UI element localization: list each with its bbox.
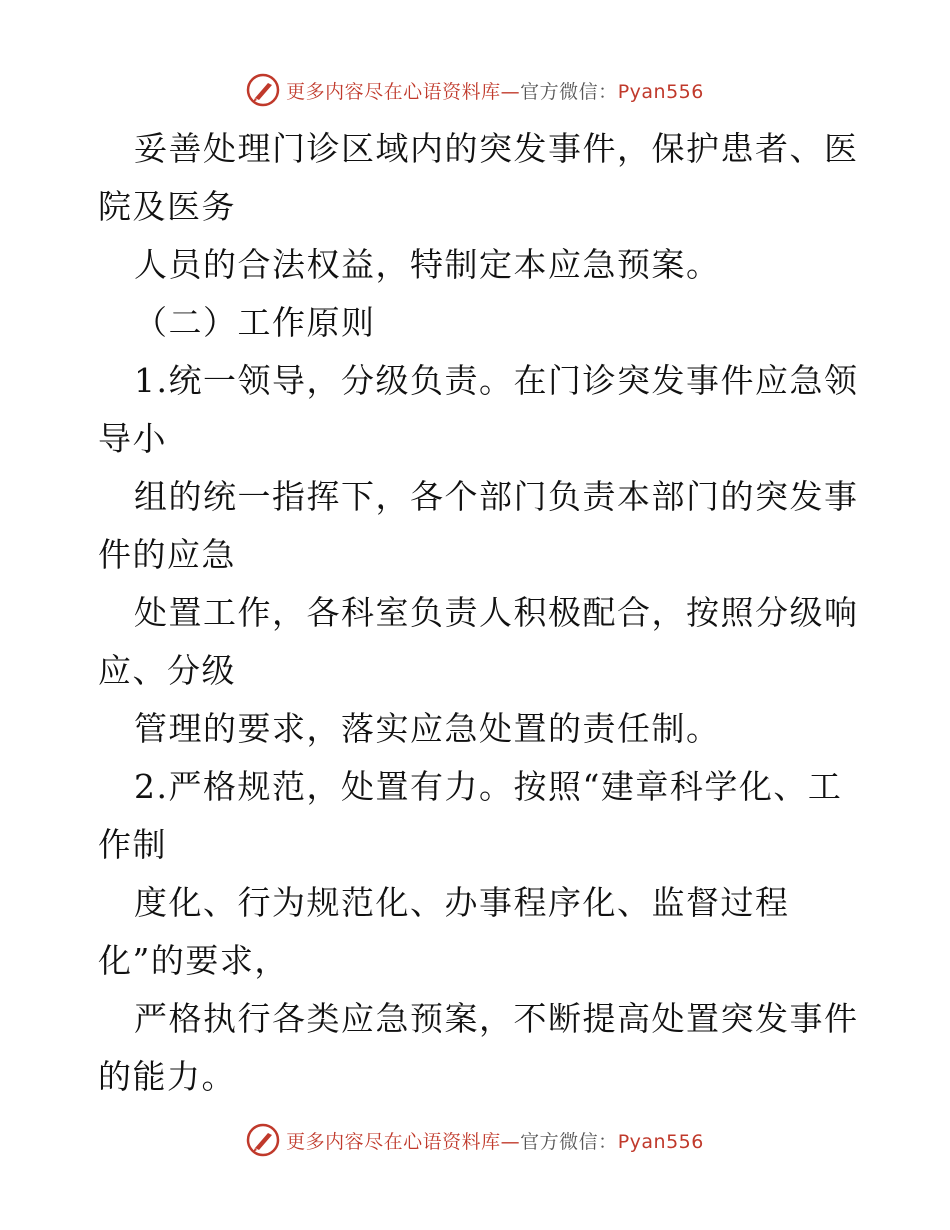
text-line: 导小 bbox=[98, 419, 167, 458]
document-body bbox=[98, 120, 858, 1106]
footer-banner bbox=[0, 1120, 950, 1160]
text-line: 作制 bbox=[98, 825, 167, 864]
text-line: 的能力。 bbox=[98, 1057, 236, 1096]
text-line: 妥善处理门诊区域内的突发事件，保护患者、医 bbox=[134, 129, 859, 168]
banner-wechat-id: Pyan556 bbox=[617, 80, 704, 103]
text-line: 处置工作，各科室负责人积极配合，按照分级响 bbox=[134, 593, 859, 632]
banner-wechat-id: Pyan556 bbox=[617, 1130, 704, 1153]
text-line: 1.统一领导，分级负责。在门诊突发事件应急领 bbox=[134, 361, 859, 400]
quill-pen-logo-icon bbox=[246, 1123, 280, 1157]
banner-dash: — bbox=[500, 1130, 521, 1153]
text-line: 管理的要求，落实应急处置的责任制。 bbox=[134, 709, 721, 748]
text-line: 2.严格规范，处置有力。按照“建章科学化、工 bbox=[134, 767, 843, 806]
header-banner bbox=[0, 70, 950, 110]
text-line: 组的统一指挥下，各个部门负责本部门的突发事 bbox=[134, 477, 859, 516]
banner-main-text: 更多内容尽在心语资料库 bbox=[286, 80, 501, 103]
banner-label: 官方微信： bbox=[520, 1130, 618, 1153]
banner-text bbox=[286, 1127, 704, 1154]
banner-label: 官方微信： bbox=[520, 80, 618, 103]
text-line: 化”的要求， bbox=[98, 941, 289, 980]
text-line: 人员的合法权益，特制定本应急预案。 bbox=[134, 245, 721, 284]
section-heading: （二）工作原则 bbox=[134, 303, 376, 342]
banner-main-text: 更多内容尽在心语资料库 bbox=[286, 1130, 501, 1153]
quill-pen-logo-icon bbox=[246, 73, 280, 107]
text-line: 应、分级 bbox=[98, 651, 236, 690]
banner-text bbox=[286, 77, 704, 104]
text-line: 严格执行各类应急预案，不断提高处置突发事件 bbox=[134, 999, 859, 1038]
text-line: 度化、行为规范化、办事程序化、监督过程 bbox=[134, 883, 790, 922]
banner-dash: — bbox=[500, 80, 521, 103]
text-line: 件的应急 bbox=[98, 535, 236, 574]
text-line: 院及医务 bbox=[98, 187, 236, 226]
